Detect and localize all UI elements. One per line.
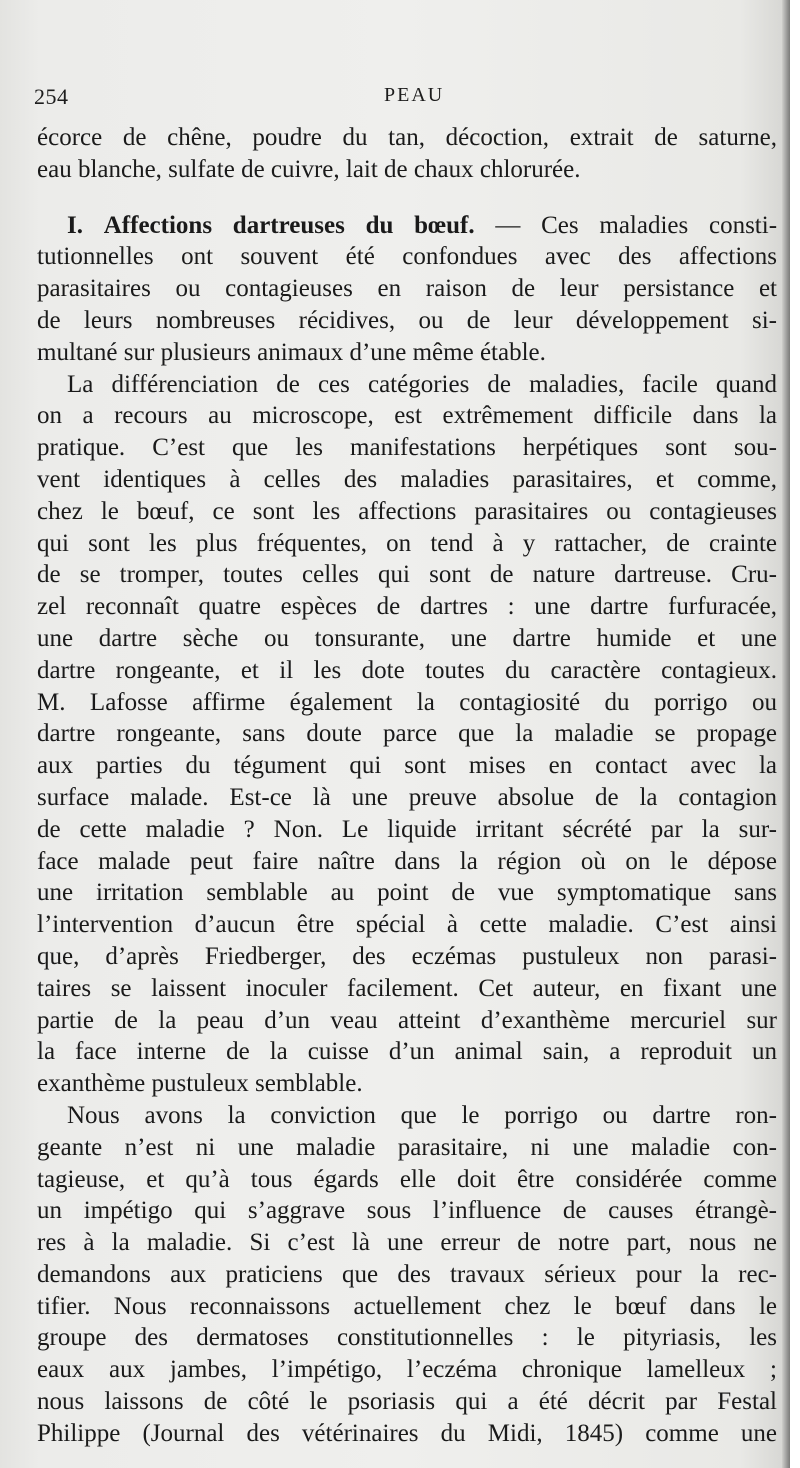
- text-line: partie de la peau d’un veau atteint d’exanthème mercuriel sur: [37, 1006, 777, 1034]
- text-line: res à la maladie. Si c’est là une erreur de notre part, nous ne: [37, 1229, 777, 1257]
- text-line: de cette maladie ? Non. Le liquide irritant sécrété par la sur-: [37, 815, 777, 843]
- paragraph-gap: [37, 186, 777, 210]
- text-line: multané sur plusieurs animaux d’une même étable.: [37, 338, 546, 366]
- text-line: Nous avons la conviction que le porrigo ou dartre ron-: [67, 1101, 777, 1129]
- text-line: chez le bœuf, ce sont les affections parasitaires ou contagieuses: [37, 497, 777, 525]
- text-line: groupe des dermatoses constitutionnelles : le pityriasis, les: [37, 1324, 777, 1352]
- text-line: une irritation semblable au point de vue symptomatique sans: [37, 879, 777, 907]
- text-line: qui sont les plus fréquentes, on tend à y rattacher, de crainte: [37, 529, 777, 557]
- text-line: pratique. C’est que les manifestations herpétiques sont sou-: [37, 434, 777, 462]
- text-line: La différenciation de ces catégories de maladies, facile quand: [67, 370, 777, 398]
- section-title: Affections dartreuses du bœuf.: [103, 211, 475, 239]
- text-line: eaux aux jambes, l’impétigo, l’eczéma chronique lamelleux ;: [37, 1356, 777, 1384]
- text-line: parasitaires ou contagieuses en raison de leur persistance et: [37, 275, 777, 303]
- text-line: taires se laissent inoculer facilement. Cet auteur, en fixant une: [37, 974, 777, 1002]
- text-line: Philippe (Journal des vétérinaires du Midi, 1845) comme une: [37, 1419, 777, 1447]
- text-line: nous laissons de côté le psoriasis qui a été décrit par Festal: [37, 1388, 777, 1416]
- text-line: exanthème pustuleux semblable.: [37, 1070, 363, 1098]
- text-line: zel reconnaît quatre espèces de dartres : une dartre furfuracée,: [37, 593, 777, 621]
- text-line: M. Lafosse affirme également la contagiosité du porrigo ou: [37, 688, 777, 716]
- text-line: tifier. Nous reconnaissons actuellement chez le bœuf dans le: [37, 1292, 777, 1320]
- section-number: I.: [67, 211, 83, 239]
- text-line: geante n’est ni une maladie parasitaire, ni une maladie con-: [37, 1133, 777, 1161]
- text-fragment: — Ces maladies consti-: [495, 211, 778, 239]
- text-line: un impétigo qui s’aggrave sous l’influence de causes étrangè-: [37, 1197, 777, 1225]
- text-line: face malade peut faire naître dans la région où on le dépose: [37, 847, 777, 875]
- page-edge-shadow: [782, 0, 790, 1468]
- text-line: l’intervention d’aucun être spécial à cette maladie. C’est ainsi: [37, 911, 777, 939]
- page-number: 254: [34, 84, 69, 109]
- text-line: vent identiques à celles des maladies parasitaires, et comme,: [37, 465, 777, 493]
- text-line: tagieuse, et qu’à tous égards elle doit être considérée comme: [37, 1165, 777, 1193]
- text-line: eau blanche, sulfate de cuivre, lait de chaux chlorurée.: [37, 155, 581, 183]
- text-line: aux parties du tégument qui sont mises en contact avec la: [37, 752, 777, 780]
- text-line: de se tromper, toutes celles qui sont de nature dartreuse. Cru-: [37, 561, 777, 589]
- text-line: on a recours au microscope, est extrêmement difficile dans la: [37, 402, 777, 430]
- text-line: surface malade. Est-ce là une preuve absolue de la contagion: [37, 783, 777, 811]
- text-line: dartre rongeante, sans doute parce que la maladie se propage: [37, 720, 777, 748]
- text-line: la face interne de la cuisse d’un animal sain, a reproduit un: [37, 1038, 777, 1066]
- text-line: demandons aux praticiens que des travaux sérieux pour la rec-: [37, 1260, 777, 1288]
- page-header: [34, 84, 774, 114]
- text-line: de leurs nombreuses récidives, ou de leur développement si-: [37, 306, 777, 334]
- text-line: tutionnelles ont souvent été confondues avec des affections: [37, 243, 777, 271]
- running-head: PEAU: [384, 84, 445, 106]
- text-line: une dartre sèche ou tonsurante, une dartre humide et une: [37, 624, 777, 652]
- section-heading-line: [37, 210, 777, 242]
- text-line: écorce de chêne, poudre du tan, décoction, extrait de saturne,: [37, 124, 777, 151]
- body-text: [37, 122, 777, 1450]
- text-line: dartre rongeante, et il les dote toutes du caractère contagieux.: [37, 656, 777, 684]
- text-line: que, d’après Friedberger, des eczémas pustuleux non parasi-: [37, 942, 777, 970]
